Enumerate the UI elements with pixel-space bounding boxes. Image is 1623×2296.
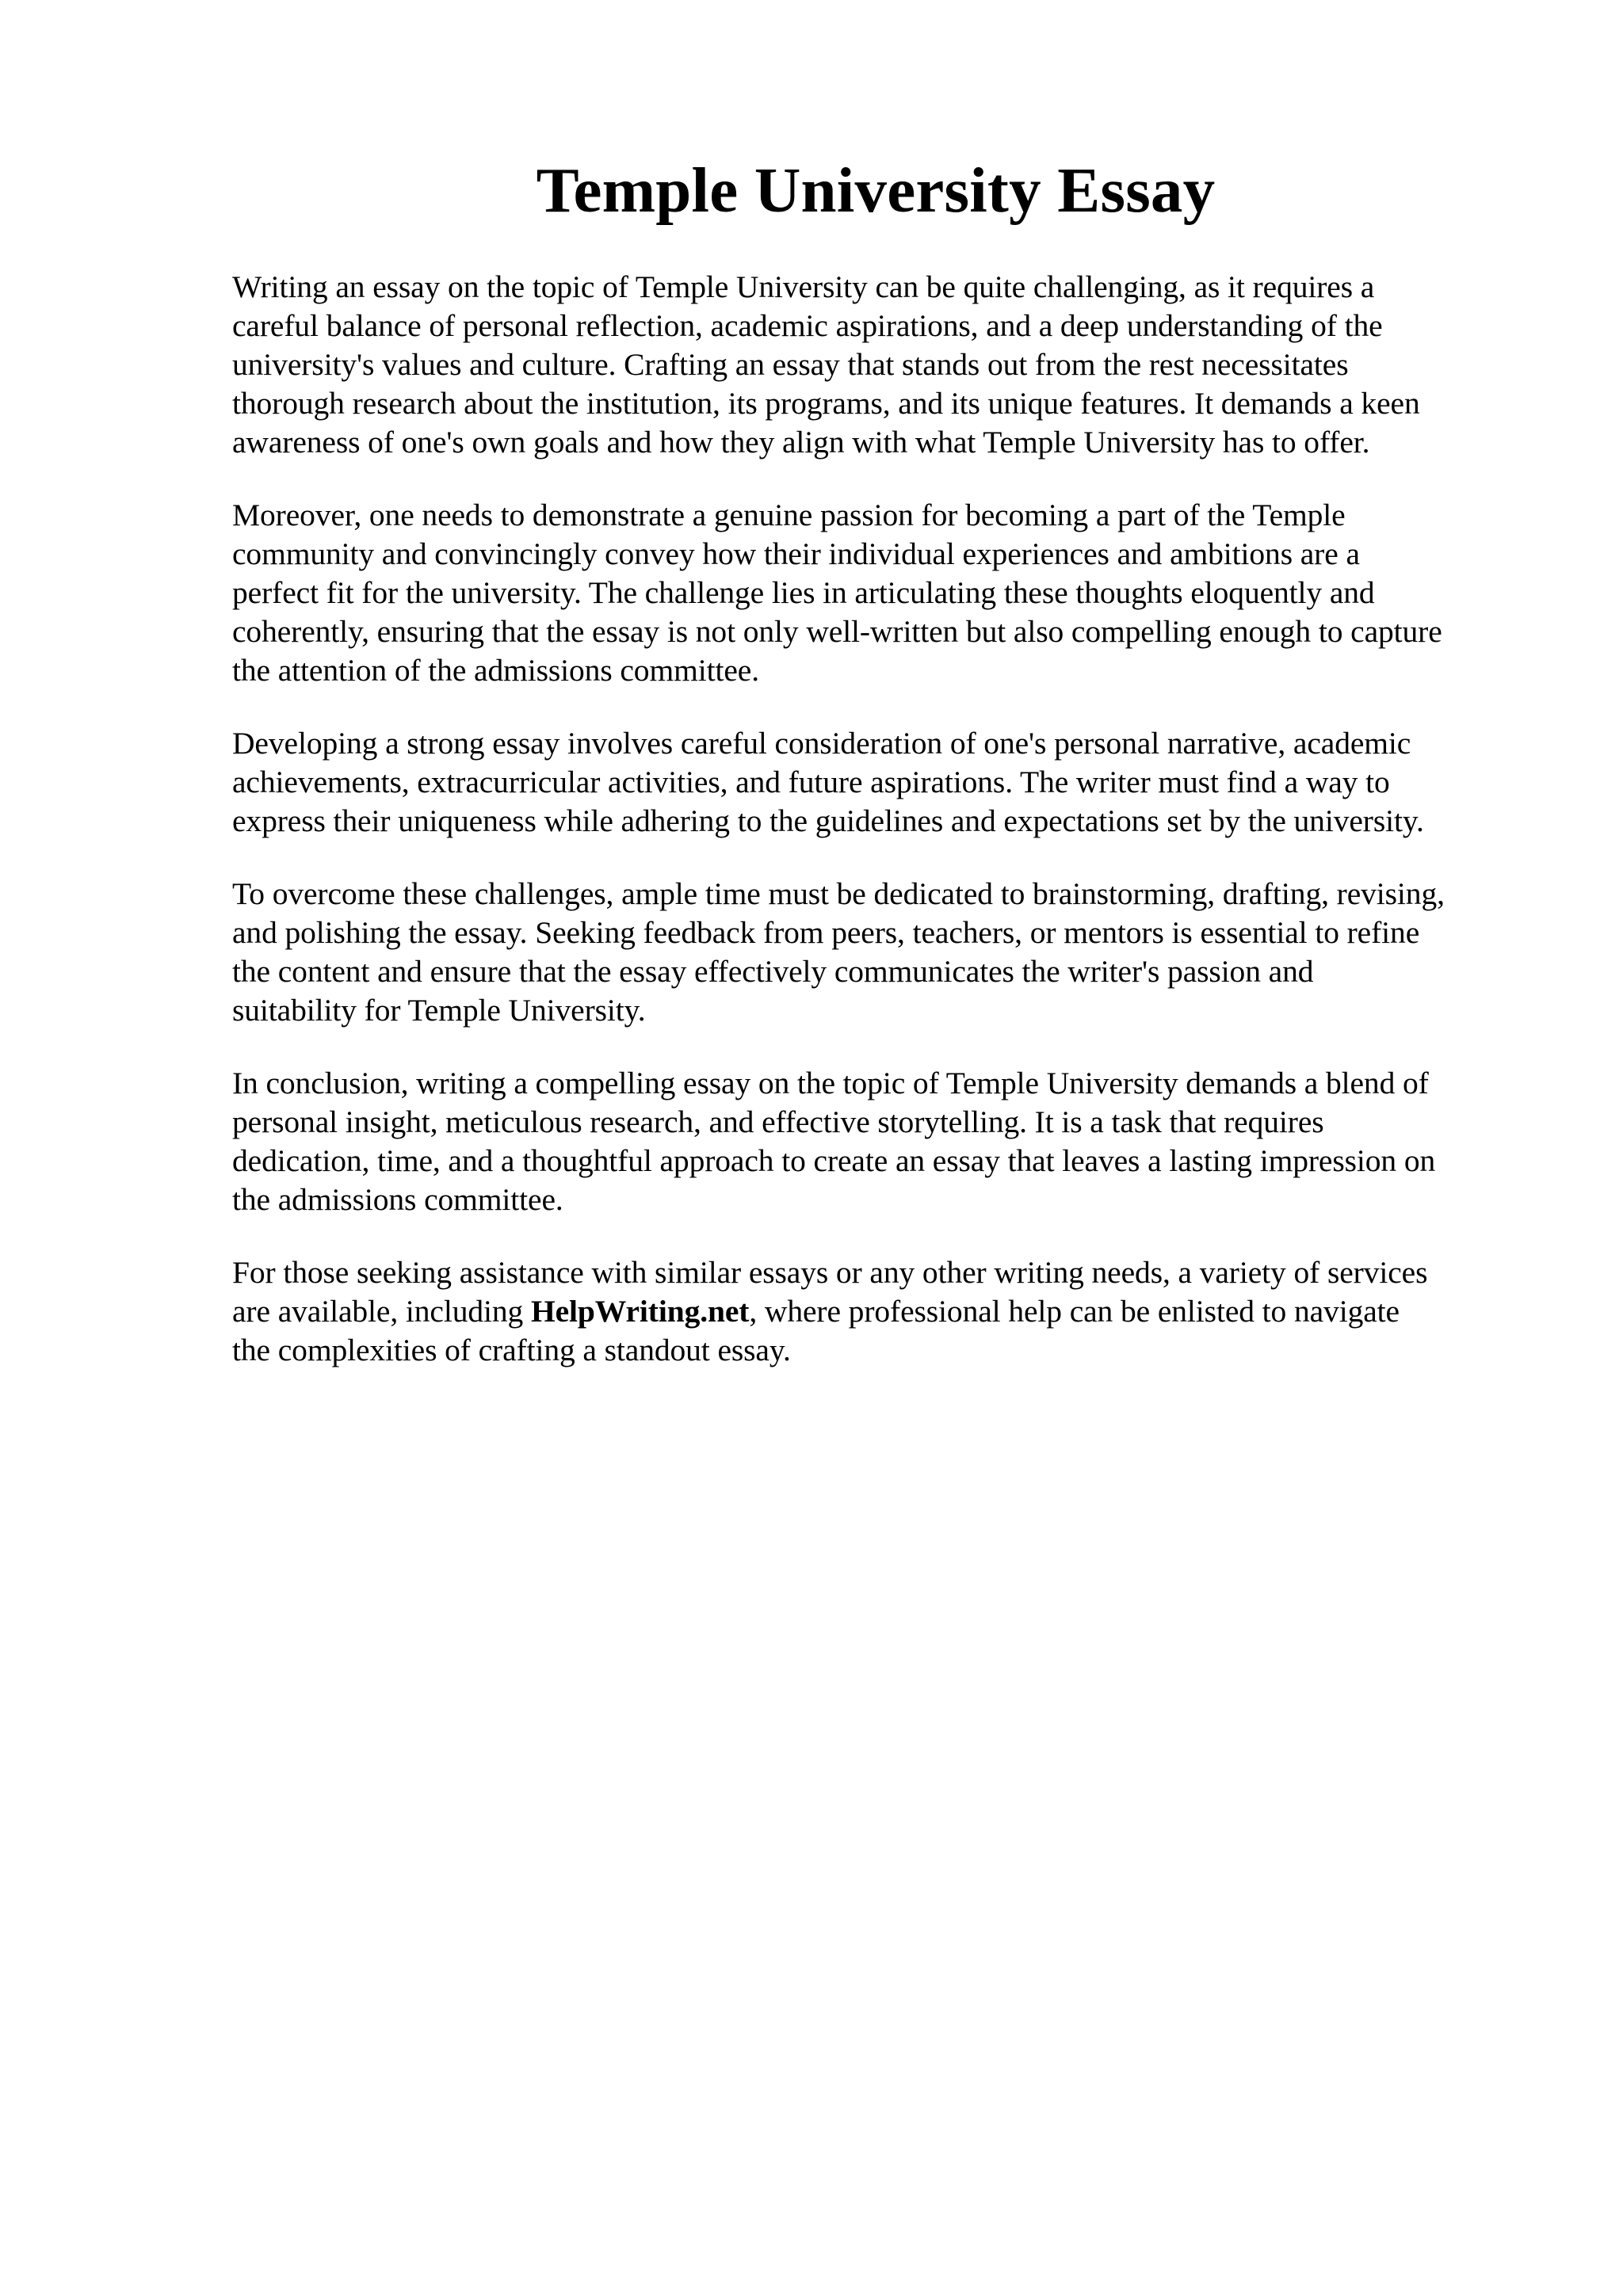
text-line: dedication, time, and a thoughtful approach to create an essay that leaves a lasting impression on — [232, 1143, 1436, 1178]
text-line: awareness of one's own goals and how they align with what Temple University has to offer. — [232, 425, 1370, 460]
text-line: Writing an essay on the topic of Temple University can be quite challenging, as it requires a — [232, 269, 1375, 304]
paragraph-1 — [232, 268, 1532, 462]
text-line: and polishing the essay. Seeking feedback from peers, teachers, or mentors is essential to refine — [232, 915, 1420, 950]
text-line: thorough research about the institution, its programs, and its unique features. It demands a keen — [232, 386, 1420, 421]
text-fragment: are available, including — [232, 1294, 531, 1329]
essay-body — [232, 268, 1532, 1404]
text-line: For those seeking assistance with similar essays or any other writing needs, a variety of services — [232, 1255, 1428, 1290]
text-fragment: , where professional help can be enlisted to navigate — [749, 1294, 1400, 1329]
text-line: coherently, ensuring that the essay is not only well-written but also compelling enough to capture — [232, 614, 1442, 649]
text-line: Developing a strong essay involves careful consideration of one's personal narrative, academic — [232, 726, 1411, 761]
text-line: the complexities of crafting a standout essay. — [232, 1333, 791, 1367]
text-line: achievements, extracurricular activities, and future aspirations. The writer must find a way to — [232, 765, 1390, 799]
text-line: In conclusion, writing a compelling essay on the topic of Temple University demands a blend of — [232, 1066, 1429, 1100]
text-line: To overcome these challenges, ample time must be dedicated to brainstorming, drafting, revising, — [232, 876, 1445, 911]
helpwriting-brand-text: HelpWriting.net — [530, 1294, 750, 1329]
text-line-with-link — [232, 1292, 1532, 1331]
paragraph-2 — [232, 496, 1532, 690]
text-line: the admissions committee. — [232, 1182, 563, 1217]
text-line: community and convincingly convey how their individual experiences and ambitions are a — [232, 536, 1360, 571]
text-line: the content and ensure that the essay effectively communicates the writer's passion and — [232, 954, 1314, 989]
paragraph-closing — [232, 1253, 1532, 1370]
paragraph-4 — [232, 875, 1532, 1030]
paragraph-5 — [232, 1064, 1532, 1219]
text-line: careful balance of personal reflection, academic aspirations, and a deep understanding of the — [232, 308, 1383, 343]
text-line: the attention of the admissions committee. — [232, 653, 759, 688]
text-line: university's values and culture. Crafting an essay that stands out from the rest necessitates — [232, 347, 1349, 382]
text-line: Moreover, one needs to demonstrate a genuine passion for becoming a part of the Temple — [232, 498, 1346, 532]
text-line: suitability for Temple University. — [232, 993, 646, 1028]
text-line: express their uniqueness while adhering to the guidelines and expectations set by the university. — [232, 803, 1424, 838]
page-title: Temple University Essay — [536, 154, 1216, 226]
text-line: perfect fit for the university. The challenge lies in articulating these thoughts eloquently and — [232, 575, 1375, 610]
paragraph-3 — [232, 724, 1532, 841]
text-line: personal insight, meticulous research, and effective storytelling. It is a task that requires — [232, 1104, 1324, 1139]
